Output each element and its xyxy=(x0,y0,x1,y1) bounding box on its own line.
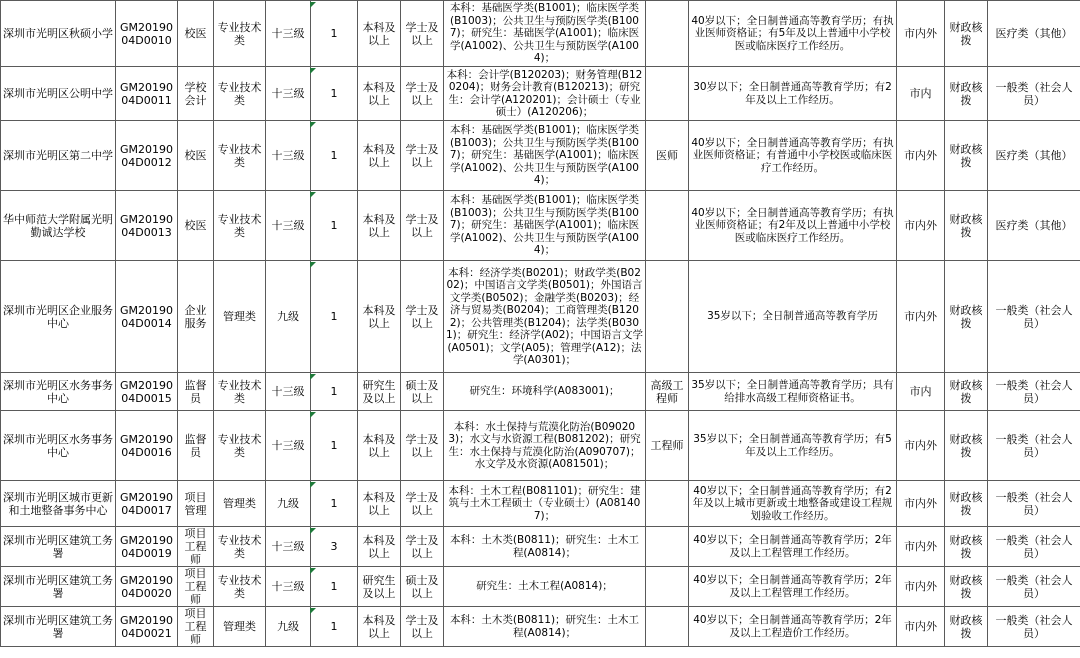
education-cell[interactable]: 本科及以上 xyxy=(358,121,401,191)
post-code-cell[interactable]: GM2019004D0016 xyxy=(116,411,178,481)
professional-title-cell[interactable] xyxy=(646,607,689,647)
unit-name-cell[interactable]: 深圳市光明区企业服务中心 xyxy=(1,261,116,373)
education-cell[interactable]: 本科及以上 xyxy=(358,1,401,67)
recruit-region-cell[interactable]: 市内 xyxy=(897,373,945,411)
post-name-cell[interactable]: 校医 xyxy=(178,121,214,191)
professional-title-cell[interactable] xyxy=(646,1,689,67)
post-name-cell[interactable]: 校医 xyxy=(178,1,214,67)
recruit-region-cell[interactable]: 市内外 xyxy=(897,567,945,607)
recruit-region-cell[interactable]: 市内外 xyxy=(897,191,945,261)
cell-indicator-mark xyxy=(310,2,316,8)
post-name-cell[interactable]: 学校会计 xyxy=(178,67,214,121)
major-requirement-cell[interactable]: 本科：经济学类(B0201)；财政学类(B0202)；中国语言文学类(B0501)；外国语言文学类(B0502)；金融学类(B0203)；经济与贸易类(B0204)；工商管理类(B1202)；公共管理类(B1204)；法学类(B0301)；研究生：经济学(A02)；中国语言文学(A0501)；文学(A05)；管理学(A12)；法学(A0301)； xyxy=(444,261,646,373)
post-level-cell[interactable]: 十三级 xyxy=(266,121,311,191)
education-cell[interactable]: 本科及以上 xyxy=(358,67,401,121)
post-level-cell[interactable]: 十三级 xyxy=(266,1,311,67)
post-category-cell[interactable]: 专业技术类 xyxy=(214,567,266,607)
unit-name-cell[interactable]: 深圳市光明区建筑工务署 xyxy=(1,527,116,567)
major-requirement-cell[interactable]: 本科：土木类(B0811)；研究生：土木工程(A0814)； xyxy=(444,527,646,567)
recruit-region-cell[interactable]: 市内外 xyxy=(897,411,945,481)
other-requirement-cell[interactable]: 40岁以下；全日制普通高等教育学历；有执业医师资格证；有普通中小学校医或临床医疗工作经历。 xyxy=(689,121,897,191)
recruit-region-cell[interactable]: 市内外 xyxy=(897,261,945,373)
degree-cell[interactable]: 学士及以上 xyxy=(401,191,444,261)
sheet-bottom-edge xyxy=(0,652,1080,658)
funding-type-cell[interactable]: 财政核拨 xyxy=(945,261,988,373)
degree-cell[interactable]: 学士及以上 xyxy=(401,411,444,481)
recruit-region-cell[interactable]: 市内外 xyxy=(897,1,945,67)
post-category-cell[interactable]: 专业技术类 xyxy=(214,373,266,411)
exam-type-cell[interactable]: 一般类（社会人员） xyxy=(988,411,1080,481)
exam-type-cell[interactable]: 一般类（社会人员） xyxy=(988,373,1080,411)
post-category-cell[interactable]: 管理类 xyxy=(214,607,266,647)
exam-type-cell[interactable]: 一般类（社会人员） xyxy=(988,67,1080,121)
major-requirement-cell[interactable]: 本科：基础医学类(B1001)；临床医学类(B1003)；公共卫生与预防医学类(B1007)；研究生：基础医学(A1001)；临床医学(A1002)、公共卫生与预防医学(A1004)； xyxy=(444,121,646,191)
unit-name-cell[interactable]: 深圳市光明区水务事务中心 xyxy=(1,373,116,411)
post-code-cell[interactable]: GM2019004D0019 xyxy=(116,527,178,567)
table-row xyxy=(1,527,1080,567)
major-requirement-cell[interactable]: 研究生：环境科学(A083001)； xyxy=(444,373,646,411)
other-requirement-cell[interactable]: 35岁以下；全日制普通高等教育学历；具有给排水高级工程师资格证书。 xyxy=(689,373,897,411)
degree-cell[interactable]: 硕士及以上 xyxy=(401,373,444,411)
major-requirement-cell[interactable]: 研究生：土木工程(A0814)； xyxy=(444,567,646,607)
recruit-region-cell[interactable]: 市内外 xyxy=(897,607,945,647)
professional-title-cell[interactable] xyxy=(646,567,689,607)
post-code-cell[interactable]: GM2019004D0010 xyxy=(116,1,178,67)
post-level-cell[interactable]: 九级 xyxy=(266,261,311,373)
headcount-cell[interactable]: 1 xyxy=(311,1,358,67)
funding-type-cell[interactable]: 财政核拨 xyxy=(945,1,988,67)
unit-name-cell[interactable]: 深圳市光明区水务事务中心 xyxy=(1,411,116,481)
other-requirement-cell[interactable]: 35岁以下；全日制普通高等教育学历 xyxy=(689,261,897,373)
other-requirement-cell[interactable]: 40岁以下；全日制普通高等教育学历；2年及以上工程造价工作经历。 xyxy=(689,607,897,647)
table-row xyxy=(1,607,1080,647)
exam-type-cell[interactable]: 医疗类（其他） xyxy=(988,1,1080,67)
cell-indicator-mark xyxy=(310,374,316,380)
exam-type-cell[interactable]: 一般类（社会人员） xyxy=(988,527,1080,567)
professional-title-cell[interactable] xyxy=(646,261,689,373)
post-level-cell[interactable]: 十三级 xyxy=(266,411,311,481)
education-cell[interactable]: 本科及以上 xyxy=(358,481,401,527)
table-row xyxy=(1,411,1080,481)
post-category-cell[interactable]: 管理类 xyxy=(214,261,266,373)
post-level-cell[interactable]: 十三级 xyxy=(266,373,311,411)
post-name-cell[interactable]: 校医 xyxy=(178,191,214,261)
degree-cell[interactable]: 学士及以上 xyxy=(401,481,444,527)
headcount-cell[interactable]: 1 xyxy=(311,373,358,411)
post-name-cell[interactable]: 监督员 xyxy=(178,373,214,411)
headcount-cell[interactable]: 1 xyxy=(311,567,358,607)
post-name-cell[interactable]: 项目管理 xyxy=(178,481,214,527)
post-category-cell[interactable]: 专业技术类 xyxy=(214,67,266,121)
post-category-cell[interactable]: 专业技术类 xyxy=(214,121,266,191)
unit-name-cell[interactable]: 深圳市光明区城市更新和土地整备事务中心 xyxy=(1,481,116,527)
cell-indicator-mark xyxy=(310,192,316,198)
post-category-cell[interactable]: 专业技术类 xyxy=(214,1,266,67)
cell-indicator-mark xyxy=(310,262,316,268)
post-code-cell[interactable]: GM2019004D0020 xyxy=(116,567,178,607)
degree-cell[interactable]: 学士及以上 xyxy=(401,607,444,647)
degree-cell[interactable]: 学士及以上 xyxy=(401,261,444,373)
major-requirement-cell[interactable]: 本科：基础医学类(B1001)；临床医学类(B1003)；公共卫生与预防医学类(B1007)；研究生：基础医学(A1001)；临床医学(A1002)、公共卫生与预防医学(A1004)； xyxy=(444,191,646,261)
table-row xyxy=(1,1,1080,67)
table-row xyxy=(1,567,1080,607)
recruit-region-cell[interactable]: 市内外 xyxy=(897,121,945,191)
exam-type-cell[interactable]: 一般类（社会人员） xyxy=(988,481,1080,527)
post-code-cell[interactable]: GM2019004D0013 xyxy=(116,191,178,261)
education-cell[interactable]: 本科及以上 xyxy=(358,411,401,481)
cell-indicator-mark xyxy=(310,608,316,614)
funding-type-cell[interactable]: 财政核拨 xyxy=(945,373,988,411)
major-requirement-cell[interactable]: 本科：基础医学类(B1001)；临床医学类(B1003)；公共卫生与预防医学类(B1007)；研究生：基础医学(A1001)；临床医学(A1002)、公共卫生与预防医学(A1004)； xyxy=(444,1,646,67)
education-cell[interactable]: 本科及以上 xyxy=(358,527,401,567)
headcount-cell[interactable]: 1 xyxy=(311,607,358,647)
table-row xyxy=(1,191,1080,261)
post-category-cell[interactable]: 专业技术类 xyxy=(214,411,266,481)
table-row xyxy=(1,261,1080,373)
funding-type-cell[interactable]: 财政核拨 xyxy=(945,121,988,191)
post-level-cell[interactable]: 十三级 xyxy=(266,567,311,607)
post-name-cell[interactable]: 企业服务 xyxy=(178,261,214,373)
post-code-cell[interactable]: GM2019004D0011 xyxy=(116,67,178,121)
cell-indicator-mark xyxy=(310,122,316,128)
cell-indicator-mark xyxy=(310,412,316,418)
professional-title-cell[interactable]: 高级工程师 xyxy=(646,373,689,411)
funding-type-cell[interactable]: 财政核拨 xyxy=(945,527,988,567)
professional-title-cell[interactable] xyxy=(646,527,689,567)
professional-title-cell[interactable] xyxy=(646,67,689,121)
post-code-cell[interactable]: GM2019004D0017 xyxy=(116,481,178,527)
cell-indicator-mark xyxy=(310,68,316,74)
post-level-cell[interactable]: 九级 xyxy=(266,607,311,647)
post-code-cell[interactable]: GM2019004D0012 xyxy=(116,121,178,191)
post-category-cell[interactable]: 专业技术类 xyxy=(214,527,266,567)
funding-type-cell[interactable]: 财政核拨 xyxy=(945,191,988,261)
funding-type-cell[interactable]: 财政核拨 xyxy=(945,67,988,121)
table-row xyxy=(1,121,1080,191)
major-requirement-cell[interactable]: 本科：会计学(B120203)；财务管理(B120204)；财务会计教育(B120213)；研究生：会计学(A120201)；会计硕士（专业硕士）(A120206)； xyxy=(444,67,646,121)
other-requirement-cell[interactable]: 35岁以下；全日制普通高等教育学历；有5年及以上工作经历。 xyxy=(689,411,897,481)
post-code-cell[interactable]: GM2019004D0021 xyxy=(116,607,178,647)
recruit-region-cell[interactable]: 市内外 xyxy=(897,481,945,527)
professional-title-cell[interactable]: 工程师 xyxy=(646,411,689,481)
cell-indicator-mark xyxy=(310,568,316,574)
cell-indicator-mark xyxy=(310,528,316,534)
post-name-cell[interactable]: 项目工程师 xyxy=(178,607,214,647)
post-level-cell[interactable]: 十三级 xyxy=(266,527,311,567)
unit-name-cell[interactable]: 深圳市光明区建筑工务署 xyxy=(1,607,116,647)
headcount-cell[interactable]: 1 xyxy=(311,481,358,527)
headcount-cell[interactable]: 1 xyxy=(311,191,358,261)
education-cell[interactable]: 本科及以上 xyxy=(358,191,401,261)
exam-type-cell[interactable]: 一般类（社会人员） xyxy=(988,607,1080,647)
degree-cell[interactable]: 学士及以上 xyxy=(401,67,444,121)
exam-type-cell[interactable]: 医疗类（其他） xyxy=(988,191,1080,261)
major-requirement-cell[interactable]: 本科：土木工程(B081101)；研究生：建筑与土木工程硕士（专业硕士）(A081407)； xyxy=(444,481,646,527)
major-requirement-cell[interactable]: 本科：土木类(B0811)；研究生：土木工程(A0814)； xyxy=(444,607,646,647)
unit-name-cell[interactable]: 深圳市光明区第二中学 xyxy=(1,121,116,191)
other-requirement-cell[interactable]: 40岁以下；全日制普通高等教育学历；有执业医师资格证；有2年及以上普通中小学校医或临床医疗工作经历。 xyxy=(689,191,897,261)
post-name-cell[interactable]: 项目工程师 xyxy=(178,527,214,567)
recruit-region-cell[interactable]: 市内 xyxy=(897,67,945,121)
unit-name-cell[interactable]: 深圳市光明区建筑工务署 xyxy=(1,567,116,607)
headcount-cell[interactable]: 1 xyxy=(311,121,358,191)
other-requirement-cell[interactable]: 30岁以下；全日制普通高等教育学历；有2年及以上工作经历。 xyxy=(689,67,897,121)
education-cell[interactable]: 本科及以上 xyxy=(358,607,401,647)
degree-cell[interactable]: 学士及以上 xyxy=(401,527,444,567)
other-requirement-cell[interactable]: 40岁以下；全日制普通高等教育学历；有2年及以上城市更新或土地整备或建设工程规划验收工作经历。 xyxy=(689,481,897,527)
post-code-cell[interactable]: GM2019004D0014 xyxy=(116,261,178,373)
post-name-cell[interactable]: 项目工程师 xyxy=(178,567,214,607)
table-body xyxy=(1,1,1080,647)
post-category-cell[interactable]: 专业技术类 xyxy=(214,191,266,261)
table-row xyxy=(1,373,1080,411)
professional-title-cell[interactable]: 医师 xyxy=(646,121,689,191)
exam-type-cell[interactable]: 一般类（社会人员） xyxy=(988,567,1080,607)
education-cell[interactable]: 研究生及以上 xyxy=(358,373,401,411)
funding-type-cell[interactable]: 财政核拨 xyxy=(945,411,988,481)
headcount-cell[interactable]: 1 xyxy=(311,67,358,121)
other-requirement-cell[interactable]: 40岁以下；全日制普通高等教育学历；2年及以上工程管理工作经历。 xyxy=(689,527,897,567)
post-code-cell[interactable]: GM2019004D0015 xyxy=(116,373,178,411)
post-name-cell[interactable]: 监督员 xyxy=(178,411,214,481)
table-row xyxy=(1,481,1080,527)
professional-title-cell[interactable] xyxy=(646,481,689,527)
unit-name-cell[interactable]: 华中师范大学附属光明勤诚达学校 xyxy=(1,191,116,261)
education-cell[interactable]: 本科及以上 xyxy=(358,261,401,373)
headcount-cell[interactable]: 3 xyxy=(311,527,358,567)
funding-type-cell[interactable]: 财政核拨 xyxy=(945,481,988,527)
degree-cell[interactable]: 学士及以上 xyxy=(401,121,444,191)
other-requirement-cell[interactable]: 40岁以下；全日制普通高等教育学历；有执业医师资格证；有5年及以上普通中小学校医或临床医疗工作经历。 xyxy=(689,1,897,67)
post-level-cell[interactable]: 九级 xyxy=(266,481,311,527)
table-row xyxy=(1,67,1080,121)
funding-type-cell[interactable]: 财政核拨 xyxy=(945,607,988,647)
recruit-region-cell[interactable]: 市内外 xyxy=(897,527,945,567)
post-level-cell[interactable]: 十三级 xyxy=(266,191,311,261)
degree-cell[interactable]: 学士及以上 xyxy=(401,1,444,67)
cell-indicator-mark xyxy=(310,482,316,488)
post-category-cell[interactable]: 管理类 xyxy=(214,481,266,527)
funding-type-cell[interactable]: 财政核拨 xyxy=(945,567,988,607)
degree-cell[interactable]: 硕士及以上 xyxy=(401,567,444,607)
headcount-cell[interactable]: 1 xyxy=(311,411,358,481)
education-cell[interactable]: 研究生及以上 xyxy=(358,567,401,607)
unit-name-cell[interactable]: 深圳市光明区秋硕小学 xyxy=(1,1,116,67)
exam-type-cell[interactable]: 一般类（社会人员） xyxy=(988,261,1080,373)
headcount-cell[interactable]: 1 xyxy=(311,261,358,373)
other-requirement-cell[interactable]: 40岁以下；全日制普通高等教育学历；2年及以上工程管理工作经历。 xyxy=(689,567,897,607)
professional-title-cell[interactable] xyxy=(646,191,689,261)
exam-type-cell[interactable]: 医疗类（其他） xyxy=(988,121,1080,191)
unit-name-cell[interactable]: 深圳市光明区公明中学 xyxy=(1,67,116,121)
major-requirement-cell[interactable]: 本科：水土保持与荒漠化防治(B090203)；水文与水资源工程(B081202)；研究生：水土保持与荒漠化防治(A090707)；水文学及水资源(A081501)； xyxy=(444,411,646,481)
post-level-cell[interactable]: 十三级 xyxy=(266,67,311,121)
